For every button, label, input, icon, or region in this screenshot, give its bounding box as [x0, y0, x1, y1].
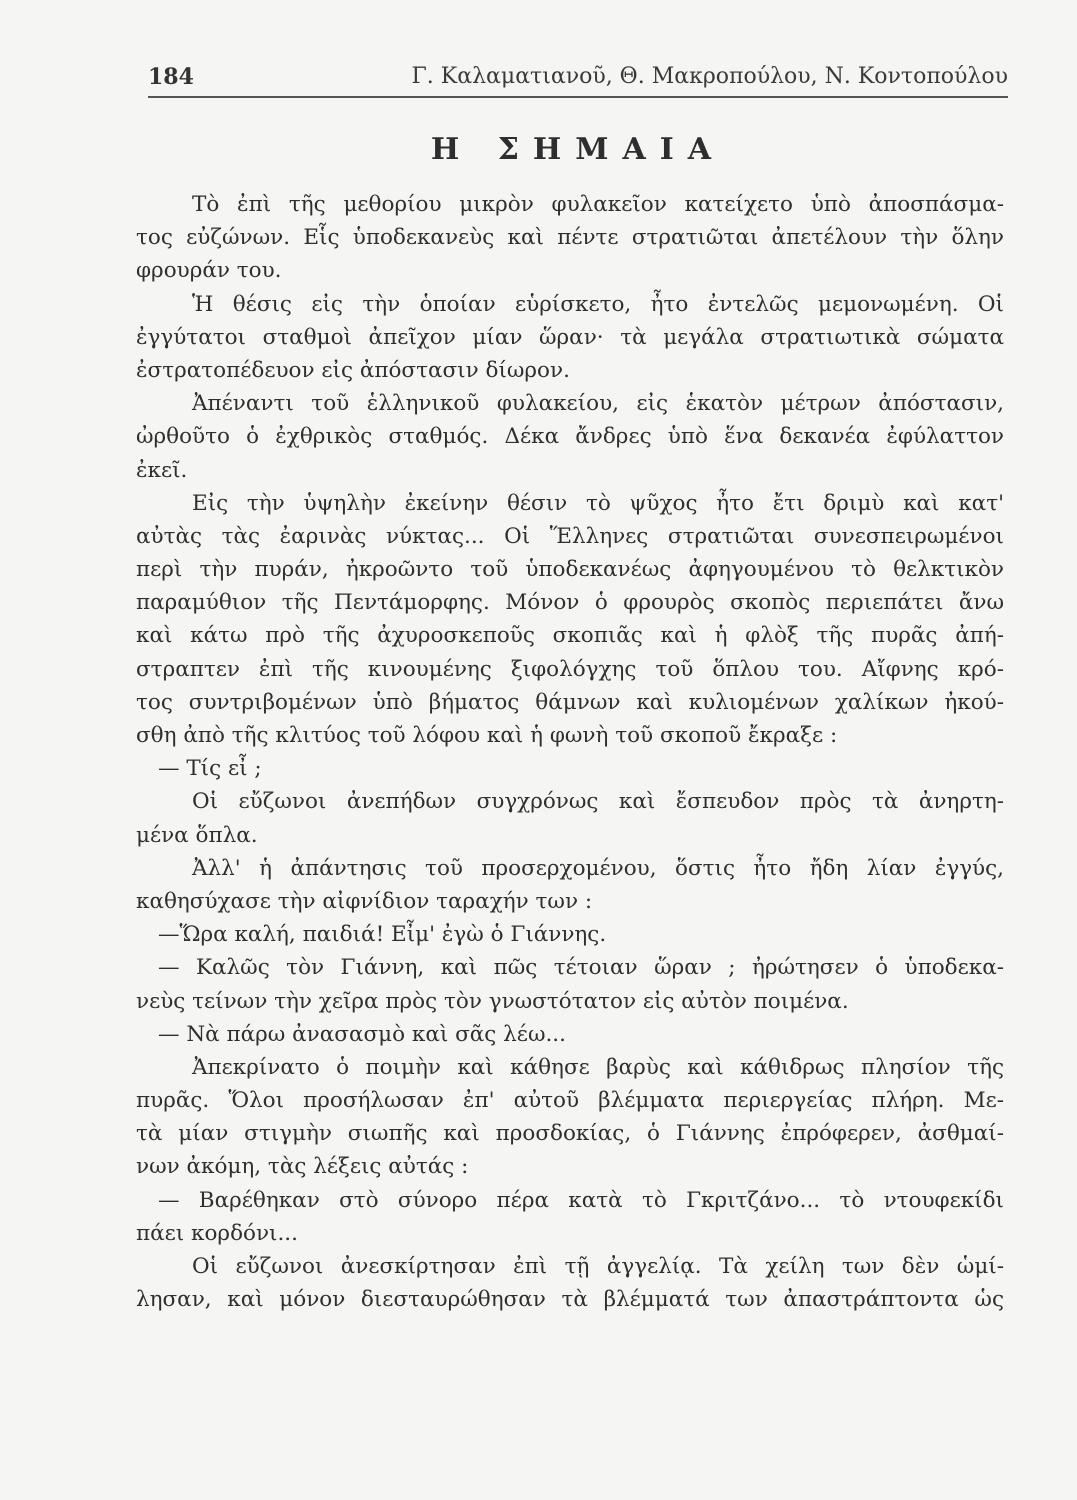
- text-line: Οἱ εὔζωνοι ἀνεπήδων συγχρόνως καὶ ἔσπευδον πρὸς τὰ ἀνηρτη-: [192, 789, 1004, 815]
- text-line: ἐστρατοπέδευον εἰς ἀπόστασιν δίωρον.: [136, 357, 570, 383]
- text-line: Εἰς τὴν ὑψηλὴν ἐκείνην θέσιν τὸ ψῦχος ἦτο ἔτι δριμὺ καὶ κατ': [192, 490, 1004, 516]
- text-line: τος συντριβομένων ὑπὸ βήματος θάμνων καὶ κυλιομένων χαλίκων ἠκού-: [136, 689, 1004, 715]
- text-line: — Νὰ πάρω ἀνασασμὸ καὶ σᾶς λέω...: [158, 1021, 566, 1047]
- text-line: καθησύχασε τὴν αἰφνίδιον ταραχήν των :: [136, 888, 593, 914]
- text-line: τὰ μίαν στιγμὴν σιωπῆς καὶ προσδοκίας, ὁ Γιάννης ἐπρόφερεν, ἀσθμαί-: [136, 1121, 1004, 1147]
- text-line: καὶ κάτω πρὸ τῆς ἀχυροσκεποῦς σκοπιᾶς καὶ ἡ φλὸξ τῆς πυρᾶς ἀπή-: [136, 623, 1004, 649]
- text-line: —Ὥρα καλή, παιδιά! Εἶμ' ἐγὼ ὁ Γιάννης.: [158, 922, 607, 948]
- running-head: Γ. Καλαματιανοῦ, Θ. Μακροπούλου, Ν. Κοντοπούλου: [411, 64, 1008, 89]
- text-line: Ἡ θέσις εἰς τὴν ὁποίαν εὑρίσκετο, ἦτο ἐντελῶς μεμονωμένη. Οἱ: [192, 291, 1004, 317]
- page-header: [148, 58, 1008, 96]
- text-line: Ἀπεκρίνατο ὁ ποιμὴν καὶ κάθησε βαρὺς καὶ κάθιδρως πλησίον τῆς: [192, 1054, 1004, 1080]
- text-line: περὶ τὴν πυράν, ἠκροῶντο τοῦ ὑποδεκανέως ἀφηγουμένου τὸ θελκτικὸν: [136, 557, 1004, 583]
- text-line: ἐκεῖ.: [136, 457, 188, 483]
- header-rule: [148, 96, 1008, 98]
- body-text: [136, 188, 1004, 1316]
- page-number: 184: [148, 64, 194, 90]
- chapter-title: Η ΣΗΜΑΙΑ: [430, 132, 726, 167]
- text-line: φρουράν του.: [136, 258, 282, 284]
- text-line: λησαν, καὶ μόνον διεσταυρώθησαν τὰ βλέμματά των ἀπαστράπτοντα ὡς: [136, 1287, 1004, 1313]
- text-line: νεὺς τείνων τὴν χεῖρα πρὸς τὸν γνωστότατον εἰς αὐτὸν ποιμένα.: [136, 988, 849, 1014]
- text-line: πάει κορδόνι...: [136, 1220, 298, 1246]
- text-line: Ἀλλ' ἡ ἀπάντησις τοῦ προσερχομένου, ὅστις ἦτο ἤδη λίαν ἐγγύς,: [192, 855, 1004, 881]
- text-line: Ἀπέναντι τοῦ ἑλληνικοῦ φυλακείου, εἰς ἑκατὸν μέτρων ἀπόστασιν,: [192, 391, 1004, 417]
- text-line: στραπτεν ἐπὶ τῆς κινουμένης ξιφολόγχης τοῦ ὅπλου του. Αἴφνης κρό-: [136, 656, 1004, 682]
- text-line: τος εὐζώνων. Εἷς ὑποδεκανεὺς καὶ πέντε στρατιῶται ἀπετέλουν τὴν ὅλην: [136, 225, 1004, 251]
- text-line: Οἱ εὔζωνοι ἀνεσκίρτησαν ἐπὶ τῇ ἀγγελίᾳ. Τὰ χείλη των δὲν ὡμί-: [192, 1254, 1004, 1279]
- text-line: παραμύθιον τῆς Πεντάμορφης. Μόνον ὁ φρουρὸς σκοπὸς περιεπάτει ἄνω: [136, 590, 1004, 616]
- text-line: ὠρθοῦτο ὁ ἐχθρικὸς σταθμός. Δέκα ἄνδρες ὑπὸ ἕνα δεκανέα ἐφύλαττον: [136, 424, 1004, 450]
- text-line: σθη ἀπὸ τῆς κλιτύος τοῦ λόφου καὶ ἡ φωνὴ τοῦ σκοποῦ ἔκραξε :: [136, 723, 838, 748]
- text-line: νων ἀκόμη, τὰς λέξεις αὐτάς :: [136, 1154, 469, 1180]
- text-line: πυρᾶς. Ὅλοι προσήλωσαν ἐπ' αὐτοῦ βλέμματα περιεργείας πλήρη. Με-: [136, 1088, 1004, 1114]
- text-line: Τὸ ἐπὶ τῆς μεθορίου μικρὸν φυλακεῖον κατείχετο ὑπὸ ἀποσπάσμα-: [192, 192, 1004, 217]
- text-line: ἐγγύτατοι σταθμοὶ ἀπεῖχον μίαν ὥραν· τὰ μεγάλα στρατιωτικὰ σώματα: [136, 324, 1004, 350]
- text-line: — Καλῶς τὸν Γιάννη, καὶ πῶς τέτοιαν ὥραν ; ἠρώτησεν ὁ ὑποδεκα-: [158, 955, 1004, 981]
- text-line: — Βαρέθηκαν στὸ σύνορο πέρα κατὰ τὸ Γκριτζάνο... τὸ ντουφεκίδι: [158, 1187, 1004, 1213]
- text-line: — Τίς εἶ ;: [158, 756, 262, 782]
- text-line: μένα ὅπλα.: [136, 822, 258, 848]
- text-line: αὐτὰς τὰς ἐαρινὰς νύκτας... Οἱ Ἕλληνες στρατιῶται συνεσπειρωμένοι: [136, 523, 1004, 549]
